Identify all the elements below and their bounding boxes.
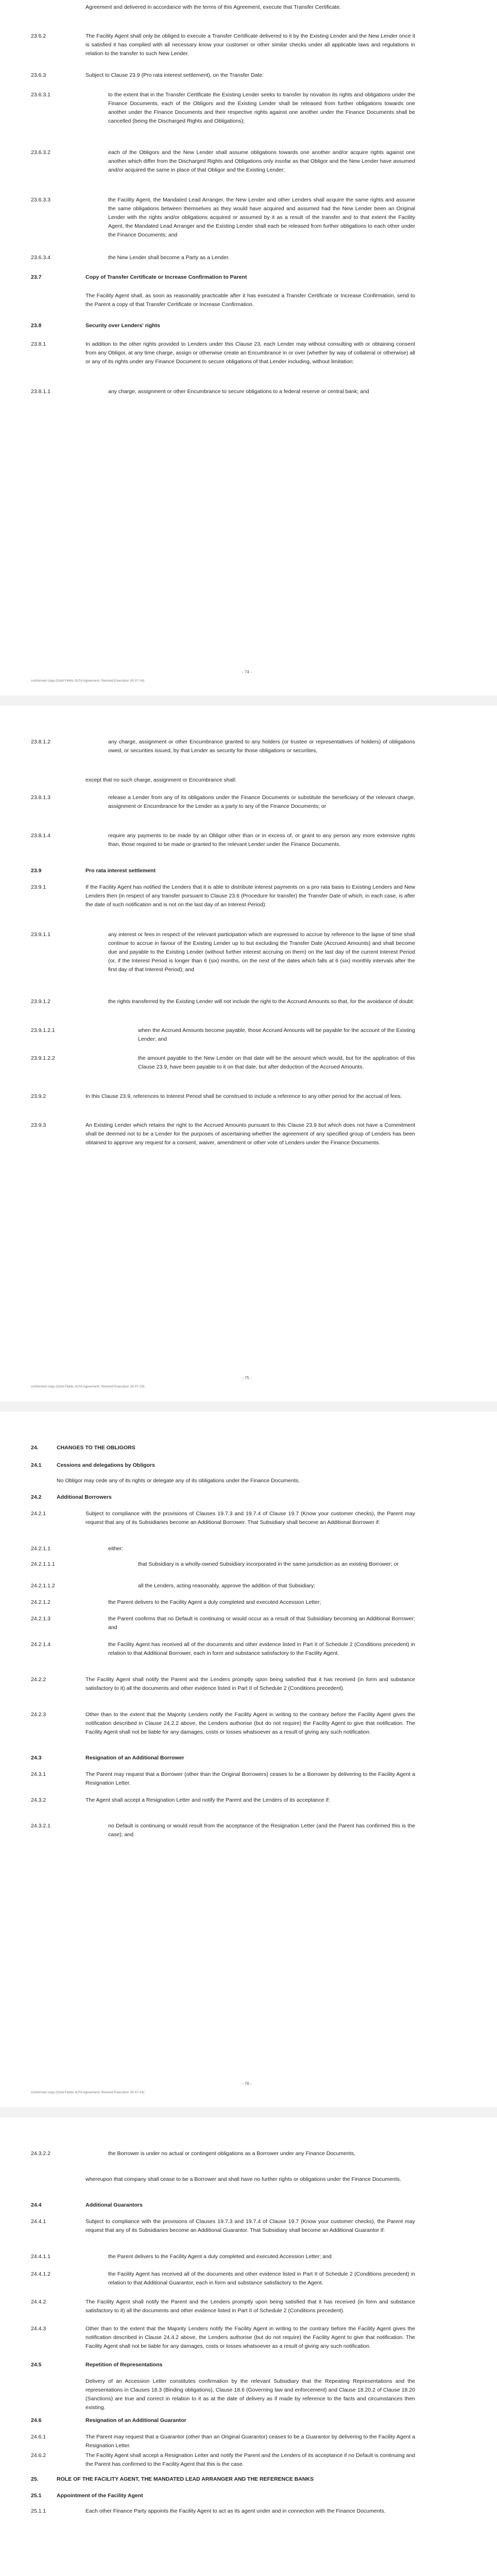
page-footer: conformed copy (Gold Fields 3LFA Agreement; Revised Execution 30-07-14)	[31, 679, 145, 683]
paragraph-text: the Facility Agent, the Mandated Lead Arranger, the New Lender and other Lenders shall acquire the same rights and assume the same obligations between themselves as they would have acquired and assumed had the New Lender been an Original Lender with the rights and/or obligations acquired or assumed by it as a result of the transfer and to that extent the Facility Agent, the Mandated Lead Arranger and the Existing Lender shall each be released from further obligations to each other under the Finance Documents; and	[108, 197, 415, 238]
clause-number: 23.6.2	[31, 33, 46, 39]
clause-number: 25.	[31, 2476, 39, 2482]
paragraph-text: In this Clause 23.9, references to Interest Period shall be construed to include a reference to any other period for the accrual of fees.	[85, 1093, 402, 1099]
paragraph-text: any interest or fees in respect of the relevant participation which are expressed to accrue by reference to the lapse of time shall continue to accrue in favour of the Existing Lender up to but excluding the Transfer Date (Accrued Amounts) and shall become due and payable to the Existing Lender (without further interest accruing on them) on the last day of the current Interest Period (or, if the Interest Period is longer than 6 (six) months, on the next of the dates which falls at 6 (six) monthly intervals after the first day of that Interest Period); and	[108, 931, 415, 973]
clause-number: 24.4.1.1	[31, 2253, 50, 2260]
clause-number: 23.6.3.1	[31, 92, 50, 98]
clause-number: 24.2.1.4	[31, 1641, 50, 1648]
paragraph-text: the rights transferred by the Existing Lender will not include the right to the Accrued Amounts so that, for the avoidance of doubt:	[108, 998, 415, 1005]
page-number: - 74 -	[242, 670, 252, 674]
page-footer: conformed copy (Gold Fields 3LFA Agreement; Revised Execution 30-07-14)	[31, 2091, 145, 2094]
paragraph-text: Other than to the extent that the Majority Lenders notify the Facility Agent in writing to the contrary before the Facility Agent gives the notification described in Clause 24.2.2 above, the Lenders authorise (but do not require) the Facility Agent to give that notification. The Facility Agent shall not be liable for any damages, costs or losses whatsoever as a result of giving any such notification.	[85, 1711, 415, 1735]
paragraph-text: the Parent delivers to the Facility Agent a duly completed and executed Accession Letter;	[108, 1599, 321, 1605]
clause-number: 23.6.3.3	[31, 197, 50, 203]
section-heading: Repetition of Representations	[85, 2362, 163, 2368]
paragraph-text: any charge, assignment or other Encumbrance to secure obligations to a federal reserve or central bank; and	[108, 388, 369, 395]
clause-number: 24.4.3	[31, 2326, 46, 2332]
section-heading: Additional Guarantors	[85, 2202, 143, 2208]
document-page	[0, 1412, 497, 2107]
section-heading: Cessions and delegations by Obligors	[57, 1462, 155, 1468]
paragraph-text: The Facility Agent shall, as soon as reasonably practicable after it has executed a Transfer Certificate or Increase Confirmation, send to the Parent a copy of that Transfer Certificate or Increase Confirmation.	[85, 293, 415, 308]
clause-number: 24.3.1	[31, 1771, 46, 1777]
clause-number: 23.9.3	[31, 1122, 46, 1128]
section-heading: CHANGES TO THE OBLIGORS	[57, 1445, 135, 1451]
section-heading: ROLE OF THE FACILITY AGENT, THE MANDATED LEAD ARRANGER AND THE REFERENCE BANKS	[57, 2476, 314, 2482]
paragraph-text: Subject to compliance with the provisions of Clauses 19.7.3 and 19.7.4 of Clause 19.7 (Know your customer checks), the Parent may request that any of its Subsidiaries become an Additional Guarantor. That Subsidiary shall become an Additional Guarantor if:	[85, 2218, 415, 2233]
paragraph-text: require any payments to be made by an Obligor other than or in excess of, or grant to any person any more extensive rights than, those required to be made or granted to the relevant Lender under the Finance Documents.	[108, 833, 415, 848]
clause-number: 23.9.1	[31, 884, 46, 890]
clause-number: 25.1.1	[31, 2508, 46, 2514]
clause-number: 24.3.2	[31, 1797, 46, 1803]
clause-number: 23.8.1.4	[31, 833, 50, 839]
clause-number: 24.4.1.2	[31, 2271, 50, 2277]
paragraph-text: release a Lender from any of its obligations under the Finance Documents or substitute the beneficiary of the relevant charge, assignment or Encumbrance for the Lender as a party to any of the Finance Documents; or	[108, 794, 415, 809]
paragraph-text: the Parent delivers to the Facility Agent a duly completed and executed Accession Letter; and	[108, 2253, 332, 2260]
paragraph-text: the amount payable to the New Lender on that date will be the amount which would, but for the application of this Clause 23.9, have been payable to it on that date, but after deduction of the Accrued Amounts.	[138, 1055, 415, 1070]
document-page	[0, 0, 497, 696]
paragraph-text: The Parent may request that a Guarantor (other than an Original Guarantor) ceases to be a Guarantor by delivering to the Facility Agent a Resignation Letter.	[85, 2434, 415, 2449]
paragraph-text: The Facility Agent shall notify the Parent and the Lenders promptly upon being satisfied that it has received (in form and substance satisfactory to it) all the documents and other evidence listed in Part II of Schedule 2 (Conditions precedent).	[85, 2299, 415, 2314]
paragraph-text: The Agent shall accept a Resignation Letter and notify the Parent and the Lenders of its acceptance if:	[85, 1797, 330, 1803]
clause-number: 24.2.3	[31, 1711, 46, 1718]
clause-number: 24.2	[31, 1494, 42, 1500]
paragraph-text: no Default is continuing or would result from the acceptance of the Resignation Letter (and the Parent has confirmed this is the case); and	[108, 1823, 415, 1838]
clause-number: 24.4	[31, 2202, 42, 2208]
clause-number: 24.2.1.1	[31, 1546, 50, 1552]
section-heading: Security over Lenders' rights	[85, 323, 160, 329]
clause-number: 24.3	[31, 1755, 42, 1761]
clause-number: 24.	[31, 1445, 39, 1451]
paragraph-text: The Facility Agent shall notify the Parent and the Lenders promptly upon being satisfied that it has received (in form and substance satisfactory to it) all the documents and other evidence listed in Part II of Schedule 2 (Conditions precedent).	[85, 1676, 415, 1691]
section-heading: Appointment of the Facility Agent	[57, 2493, 143, 2499]
clause-number: 24.2.1.1.2	[31, 1583, 55, 1589]
clause-number: 25.1	[31, 2493, 42, 2499]
paragraph-text: that Subsidiary is a wholly-owned Subsidiary incorporated in the same jurisdiction as an existing Borrower; or	[138, 1561, 399, 1567]
paragraph-text: Delivery of an Accession Letter constitutes confirmation by the relevant Subsidiary that the Repeating Representations and the representations in Clauses 18.3 (Binding obligations), Clause 18.6 (Governing law and enforcement) and Clause 18.20.2 of Clause 18.20 (Sanctions) are true and correct in relation to it as at the date of delivery as if made by reference to the facts and circumstances then existing.	[85, 2378, 415, 2411]
document-page	[0, 706, 497, 1401]
section-heading: Pro rata interest settlement	[85, 868, 156, 874]
paragraph-text: the Parent confirms that no Default is continuing or would occur as a result of that Subsidiary becoming an Additional Borrower; and	[108, 1616, 415, 1631]
paragraph-text: Subject to Clause 23.9 (Pro rata interest settlement), on the Transfer Date:	[85, 72, 264, 78]
paragraph-text: The Facility Agent shall accept a Resignation Letter and notify the Parent and the Lenders of its acceptance if no Default is continuing and the Parent has confirmed to the Facility Agent that this is the case.	[85, 2452, 415, 2467]
clause-number: 23.7	[31, 274, 42, 280]
page-footer: conformed copy (Gold Fields 3LFA Agreement; Revised Execution 30-07-14)	[31, 1385, 145, 1388]
clause-number: 23.9.2	[31, 1093, 46, 1099]
section-heading: Copy of Transfer Certificate or Increase Confirmation to Parent	[85, 274, 247, 280]
clause-number: 24.3.2.2	[31, 2150, 50, 2157]
clause-number: 23.6.3.4	[31, 255, 50, 261]
clause-number: 23.8	[31, 323, 42, 329]
section-heading: Additional Borrowers	[57, 1494, 112, 1500]
paragraph-text: An Existing Lender which retains the right to the Accrued Amounts pursuant to this Clause 23.9 but which does not have a Commitment shall be deemed not to be a Lender for the purposes of ascertaining whether the agreement of any specified group of Lenders has been obtained to approve any request for a consent, waiver, amendment or other vote of Lenders under the Finance Documents.	[85, 1122, 415, 1146]
paragraph-text: If the Facility Agent has notified the Lenders that it is able to distribute interest payments on a pro rata basis to Existing Lenders and New Lenders then (in respect of any transfer pursuant to Clause 23.6 (Procedure for transfer) the Transfer Date of which, in each case, is after the date of such notification and is not on the last day of an Interest Period):	[85, 884, 415, 908]
document-page	[0, 2117, 497, 2576]
clause-number: 24.2.1.2	[31, 1599, 50, 1605]
clause-number: 23.8.1	[31, 341, 46, 347]
clause-number: 24.2.2	[31, 1676, 46, 1683]
section-heading: Resignation of an Additional Guarantor	[85, 2417, 186, 2424]
paragraph-text: The Parent may request that a Borrower (other than the Original Borrowers) ceases to be a Borrower by delivering to the Facility Agent a Resignation Letter.	[85, 1771, 415, 1786]
clause-number: 23.6.3.2	[31, 149, 50, 156]
paragraph-text: either:	[108, 1546, 124, 1552]
clause-number: 23.9.1.2.2	[31, 1055, 55, 1061]
paragraph-text: the New Lender shall become a Party as a Lender.	[108, 255, 230, 261]
paragraph-text: to the extent that in the Transfer Certificate the Existing Lender seeks to transfer by novation its rights and obligations under the Finance Documents, each of the Obligors and the Existing Lender shall be released from further obligations towards one another under the Finance Documents and their respective rights against one another under the Finance Documents shall be cancelled (being the Discharged Rights and Obligations);	[108, 92, 415, 124]
clause-number: 23.9	[31, 868, 42, 874]
paragraph-text: each of the Obligors and the New Lender shall assume obligations towards one another and/or acquire rights against one another which differ from the Discharged Rights and Obligations only insofar as that Obligor and the New Lender have assumed and/or acquired the same in place of that Obligor and the Existing Lender;	[108, 149, 415, 173]
clause-number: 23.9.1.2.1	[31, 1027, 55, 1033]
paragraph-text: Agreement and delivered in accordance with the terms of this Agreement, execute that Transfer Certificate.	[85, 4, 341, 10]
clause-number: 24.3.2.1	[31, 1823, 50, 1829]
paragraph-text: the Borrower is under no actual or contingent obligations as a Borrower under any Finance Documents,	[108, 2150, 355, 2157]
paragraph-text: No Obligor may cede any of its rights or delegate any of its obligations under the Finance Documents.	[57, 1478, 300, 1484]
clause-number: 24.5	[31, 2362, 42, 2368]
page-number: - 76 -	[242, 2081, 252, 2086]
clause-number: 24.6.2	[31, 2452, 46, 2459]
section-heading: Resignation of an Additional Borrower	[85, 1755, 184, 1761]
clause-number: 23.8.1.3	[31, 794, 50, 801]
clause-number: 24.4.1	[31, 2218, 46, 2225]
paragraph-text: whereupon that company shall cease to be a Borrower and shall have no further rights or obligations under the Finance Documents.	[85, 2176, 401, 2182]
paragraph-text: Each other Finance Party appoints the Facility Agent to act as its agent under and in connection with the Finance Documents.	[85, 2508, 386, 2514]
page-number: - 75 -	[242, 1376, 252, 1380]
clause-number: 23.8.1.2	[31, 739, 50, 745]
clause-number: 23.6.3	[31, 72, 46, 78]
paragraph-text: the Facility Agent has received all of the documents and other evidence listed in Part II of Schedule 2 (Conditions precedent) in relation to that Additional Guarantor, each in form and substance satisfactory to the Agent.	[108, 2271, 415, 2286]
clause-number: 24.6	[31, 2417, 42, 2424]
clause-number: 24.6.1	[31, 2434, 46, 2440]
clause-number: 23.9.1.1	[31, 931, 50, 938]
clause-number: 24.4.2	[31, 2299, 46, 2305]
clause-number: 24.2.1	[31, 1511, 46, 1517]
paragraph-text: any charge, assignment or other Encumbrance granted to any holders (or trustee or representatives of holders) of obligations owed, or securities issued, by that Lender as security for those obligations or securities,	[108, 739, 415, 754]
clause-number: 23.8.1.1	[31, 388, 50, 395]
paragraph-text: except that no such charge, assignment or Encumbrance shall:	[85, 777, 236, 783]
paragraph-text: Subject to compliance with the provisions of Clauses 19.7.3 and 19.7.4 of Clause 19.7 (Know your customer checks), the Parent may request that any of its Subsidiaries become an Additional Borrower. That Subsidiary shall become an Additional Borrower if:	[85, 1511, 415, 1526]
clause-number: 24.2.1.1.1	[31, 1561, 55, 1567]
clause-number: 24.1	[31, 1462, 42, 1468]
paragraph-text: all the Lenders, acting reasonably, approve the addition of that Subsidiary;	[138, 1583, 316, 1589]
paragraph-text: The Facility Agent shall only be obliged to execute a Transfer Certificate delivered to it by the Existing Lender and the New Lender once it is satisfied it has complied with all necessary know your customer or other similar checks under all applicable laws and regulations in relation to the transfer to such New Lender.	[85, 33, 415, 57]
clause-number: 23.9.1.2	[31, 998, 50, 1005]
paragraph-text: Other than to the extent that the Majority Lenders notify the Facility Agent in writing to the contrary before the Facility Agent gives the notification described in Clause 24.4.2 above, the Lenders authorise (but do not require) the Facility Agent to give that notification. The Facility Agent shall not be liable for any damages, costs or losses whatsoever as a result of giving any such notification.	[85, 2326, 415, 2349]
paragraph-text: when the Accrued Amounts become payable, those Accrued Amounts will be payable for the account of the Existing Lender; and	[138, 1027, 415, 1042]
paragraph-text: In addition to the other rights provided to Lenders under this Clause 23, each Lender may without consulting with or obtaining consent from any Obligor, at any time charge, assign or otherwise create an Encumbrance in or over (whether by way of collateral or otherwise) all or any of its rights under any Finance Document to secure obligations of that Lender including, without limitation:	[85, 341, 415, 365]
clause-number: 24.2.1.3	[31, 1616, 50, 1622]
paragraph-text: the Facility Agent has received all of the documents and other evidence listed in Part II of Schedule 2 (Conditions precedent) in relation to that Additional Borrower, each in form and substance satisfactory to the Facility Agent.	[108, 1641, 415, 1656]
